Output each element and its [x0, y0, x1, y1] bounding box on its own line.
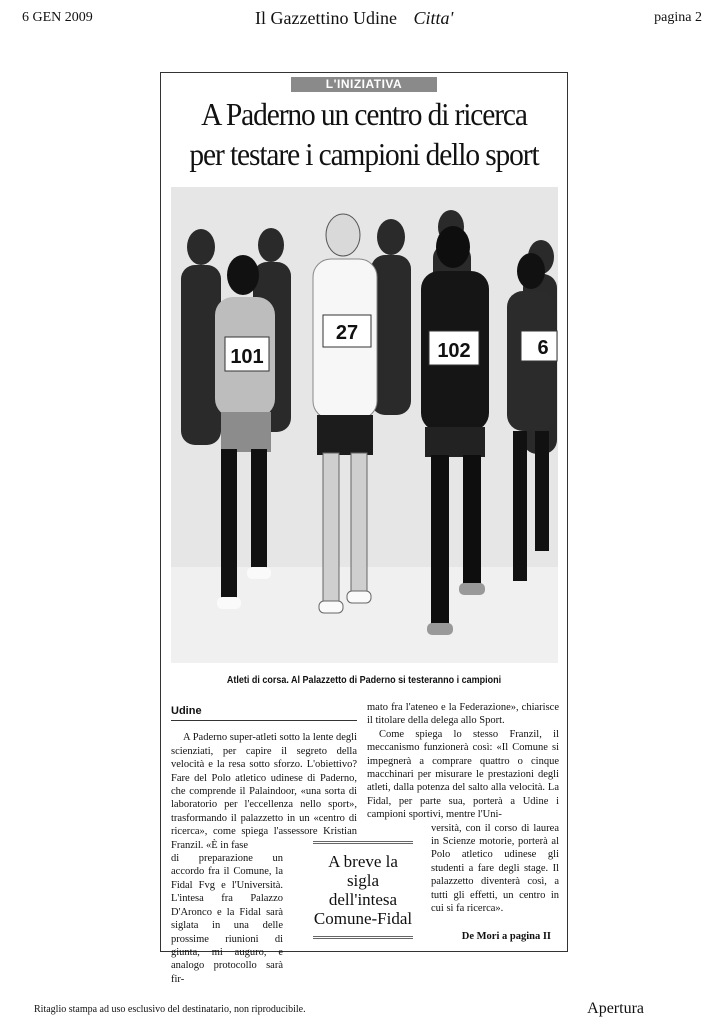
article-paragraph: Come spiega lo stesso Franzil, il meccanismo funzionerà così: «Il Comune si impegnerà a comprare quattro o cinque macchinari per misurare le prestazioni degli atleti, dalla potenza del salto alla velocità. La Fidal, per parte sua, porterà a Udine i campioni sportivi, mentre l'Uni-	[367, 728, 559, 821]
pull-quote: A breve la sigla dell'intesa Comune-Fidal	[313, 841, 413, 939]
section-name: Citta'	[413, 8, 454, 28]
runners-illustration	[171, 187, 558, 663]
article-paragraph: versità, con il corso di laurea in Scienze motorie, porterà al Polo atletico udinese gli studenti a fare degli stage. Il palazzetto diventerà così, a tutti gli effetti, un centro in cui si fa ricerca».	[431, 822, 559, 915]
article-byline: Udine	[171, 705, 357, 721]
header-page: pagina 2	[654, 10, 702, 25]
photo-caption: Atleti di corsa. Al Palazzetto di Paderno si testeranno i campioni	[226, 675, 502, 686]
footer-disclaimer: Ritaglio stampa ad uso esclusivo del destinatario, non riproducibile.	[34, 1004, 306, 1015]
header-date: 6 GEN 2009	[22, 10, 93, 25]
bib-number: 27	[335, 322, 359, 344]
article-paragraph: A Paderno super-atleti sotto la lente degli scienziati, per capire il segreto della velocità e la resa sotto sforzo. L'obiettivo? Fare del Polo atletico udinese di Paderno, che comprende il Palaindoor, «una sorta di laboratorio per l'eccellenza nello sport», trasformando il palazzetto in un «centro di ricerca», come spiega l'assessore Kristian Franzil. «È in fase	[171, 732, 357, 851]
bib-number: 6	[537, 337, 549, 359]
publication-name: Il Gazzettino Udine	[255, 8, 397, 28]
runners-photo	[171, 187, 558, 663]
article-paragraph: di preparazione un accordo fra il Comune, la Fidal Fvg e l'Università. L'intesa fra Palazzo D'Aronco e la Fidal sarà siglata in una delle prossime riunioni di giunta, mi auguro, e analogo protocollo sarà fir-	[171, 853, 283, 985]
article-paragraph: mato fra l'ateneo e la Federazione», chiarisce il titolare della delega allo Sport.	[367, 702, 559, 727]
bib-number: 102	[437, 340, 471, 362]
headline-line-2: per testare i campioni dello sport	[189, 136, 539, 172]
article-clipping	[160, 72, 568, 985]
header-publication	[255, 8, 453, 29]
article-kicker: L'INIZIATIVA	[291, 77, 437, 92]
continued-note: De Mori a pagina II	[461, 931, 551, 942]
bib-number: 101	[230, 346, 264, 368]
headline-line-1: A Paderno un centro di ricerca	[201, 96, 527, 132]
footer-label: Apertura	[587, 1000, 644, 1017]
